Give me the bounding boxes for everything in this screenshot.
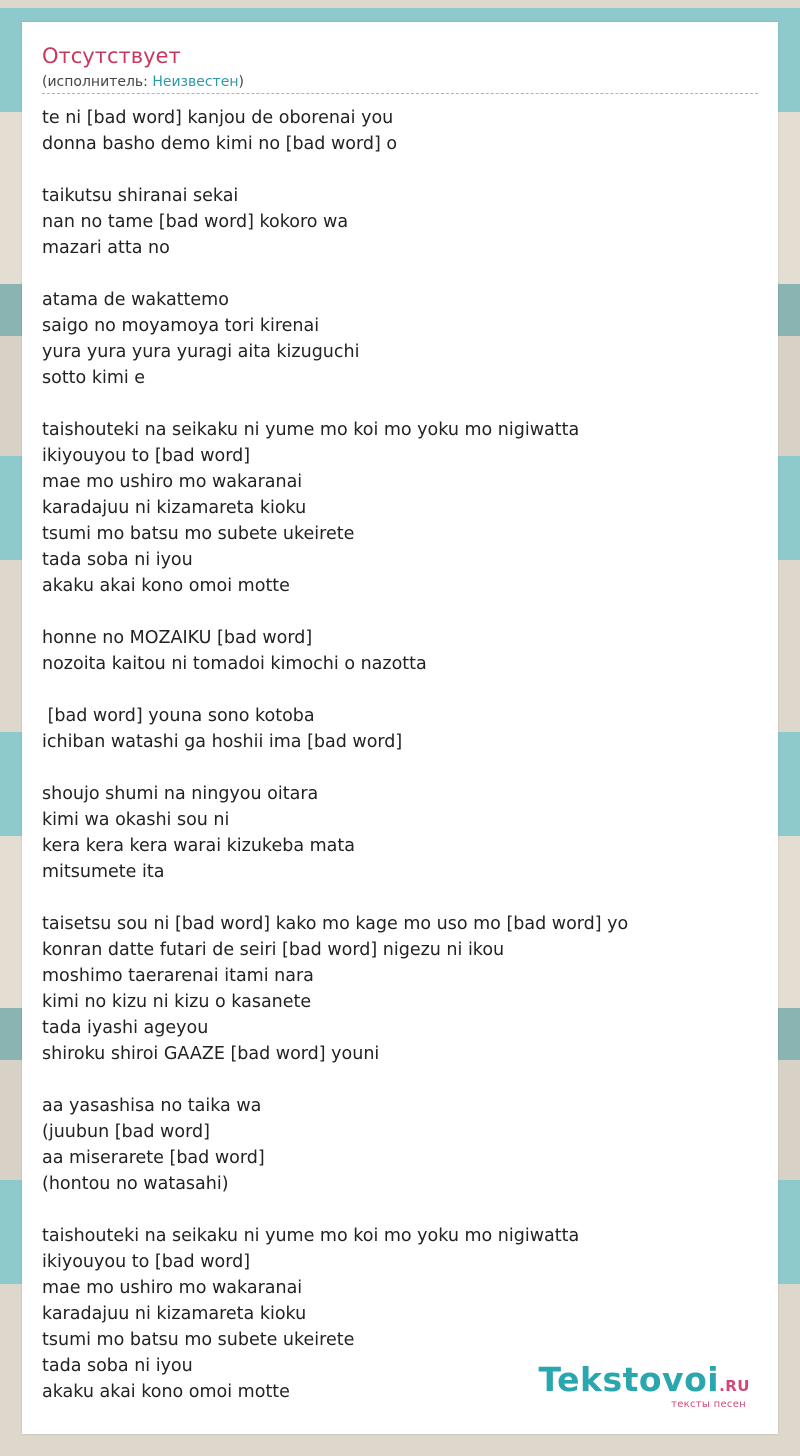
logo-tagline: тексты песен [671, 1399, 746, 1410]
lyric-line: ichiban watashi ga hoshii ima [bad word] [42, 732, 403, 752]
lyric-line: nozoita kaitou ni tomadoi kimochi o nazotta [42, 654, 427, 674]
lyric-line: (hontou no watasahi) [42, 1174, 229, 1194]
lyric-line: atama de wakattemo [42, 290, 229, 310]
lyric-line: taisetsu sou ni [bad word] kako mo kage mo uso mo [bad word] yo [42, 914, 629, 934]
lyric-line: honne no MOZAIKU [bad word] [42, 628, 313, 648]
site-logo[interactable] [538, 1360, 750, 1410]
lyric-line: mitsumete ita [42, 862, 165, 882]
artist-suffix: ) [238, 74, 244, 90]
lyric-line: aa yasashisa no taika wa [42, 1096, 262, 1116]
lyric-line: sotto kimi e [42, 368, 146, 388]
lyric-line: mazari atta no [42, 238, 170, 258]
lyric-line: nan no tame [bad word] kokoro wa [42, 212, 349, 232]
lyric-line: aa miserarete [bad word] [42, 1148, 265, 1168]
logo-name: Tekstovoi [538, 1360, 720, 1399]
lyric-line: te ni [bad word] kanjou de oborenai you [42, 108, 394, 128]
artist-line [42, 73, 758, 94]
lyric-line: kimi no kizu ni kizu o kasanete [42, 992, 312, 1012]
lyric-line: taishouteki na seikaku ni yume mo koi mo yoku mo nigiwatta [42, 1226, 580, 1246]
lyric-line: taikutsu shiranai sekai [42, 186, 239, 206]
lyric-line: tada soba ni iyou [42, 1356, 193, 1376]
lyric-line: akaku akai kono omoi motte [42, 1382, 290, 1402]
lyric-line: kimi wa okashi sou ni [42, 810, 230, 830]
lyric-blank-line [42, 599, 762, 625]
lyric-line: tsumi mo batsu mo subete ukeirete [42, 524, 355, 544]
lyric-blank-line [42, 677, 762, 703]
lyric-line: shoujo shumi na ningyou oitara [42, 784, 319, 804]
lyric-line: ikiyouyou to [bad word] [42, 1252, 251, 1272]
lyrics-card [22, 22, 778, 1434]
lyric-line: tada soba ni iyou [42, 550, 193, 570]
lyric-line: shiroku shiroi GAAZE [bad word] youni [42, 1044, 380, 1064]
lyric-line: mae mo ushiro mo wakaranai [42, 1278, 303, 1298]
logo-wordmark [538, 1360, 750, 1403]
lyric-line: akaku akai kono omoi motte [42, 576, 290, 596]
artist-prefix: (исполнитель: [42, 74, 153, 90]
lyric-line: karadajuu ni kizamareta kioku [42, 498, 307, 518]
lyric-line: moshimo taerarenai itami nara [42, 966, 314, 986]
lyric-line: donna basho demo kimi no [bad word] o [42, 134, 398, 154]
artist-link[interactable]: Неизвестен [152, 74, 239, 90]
lyric-line: tsumi mo batsu mo subete ukeirete [42, 1330, 355, 1350]
lyric-line: saigo no moyamoya tori kirenai [42, 316, 320, 336]
lyric-line: yura yura yura yuragi aita kizuguchi [42, 342, 360, 362]
lyric-blank-line [42, 885, 762, 911]
lyric-line: [bad word] youna sono kotoba [42, 706, 315, 726]
lyric-line: konran datte futari de seiri [bad word] nigezu ni ikou [42, 940, 505, 960]
lyric-line: tada iyashi ageyou [42, 1018, 209, 1038]
lyric-blank-line [42, 755, 762, 781]
lyric-line: taishouteki na seikaku ni yume mo koi mo yoku mo nigiwatta [42, 420, 580, 440]
lyric-blank-line [42, 1067, 762, 1093]
lyric-blank-line [42, 157, 762, 183]
lyric-blank-line [42, 391, 762, 417]
lyric-blank-line [42, 1197, 762, 1223]
logo-tld: .RU [719, 1377, 750, 1395]
lyric-line: mae mo ushiro mo wakaranai [42, 472, 303, 492]
song-title: Отсутствует [42, 44, 181, 68]
lyrics-text [42, 105, 762, 1405]
lyric-line: karadajuu ni kizamareta kioku [42, 1304, 307, 1324]
lyric-line: (juubun [bad word] [42, 1122, 210, 1142]
lyric-line: kera kera kera warai kizukeba mata [42, 836, 355, 856]
lyric-line: ikiyouyou to [bad word] [42, 446, 251, 466]
lyric-blank-line [42, 261, 762, 287]
